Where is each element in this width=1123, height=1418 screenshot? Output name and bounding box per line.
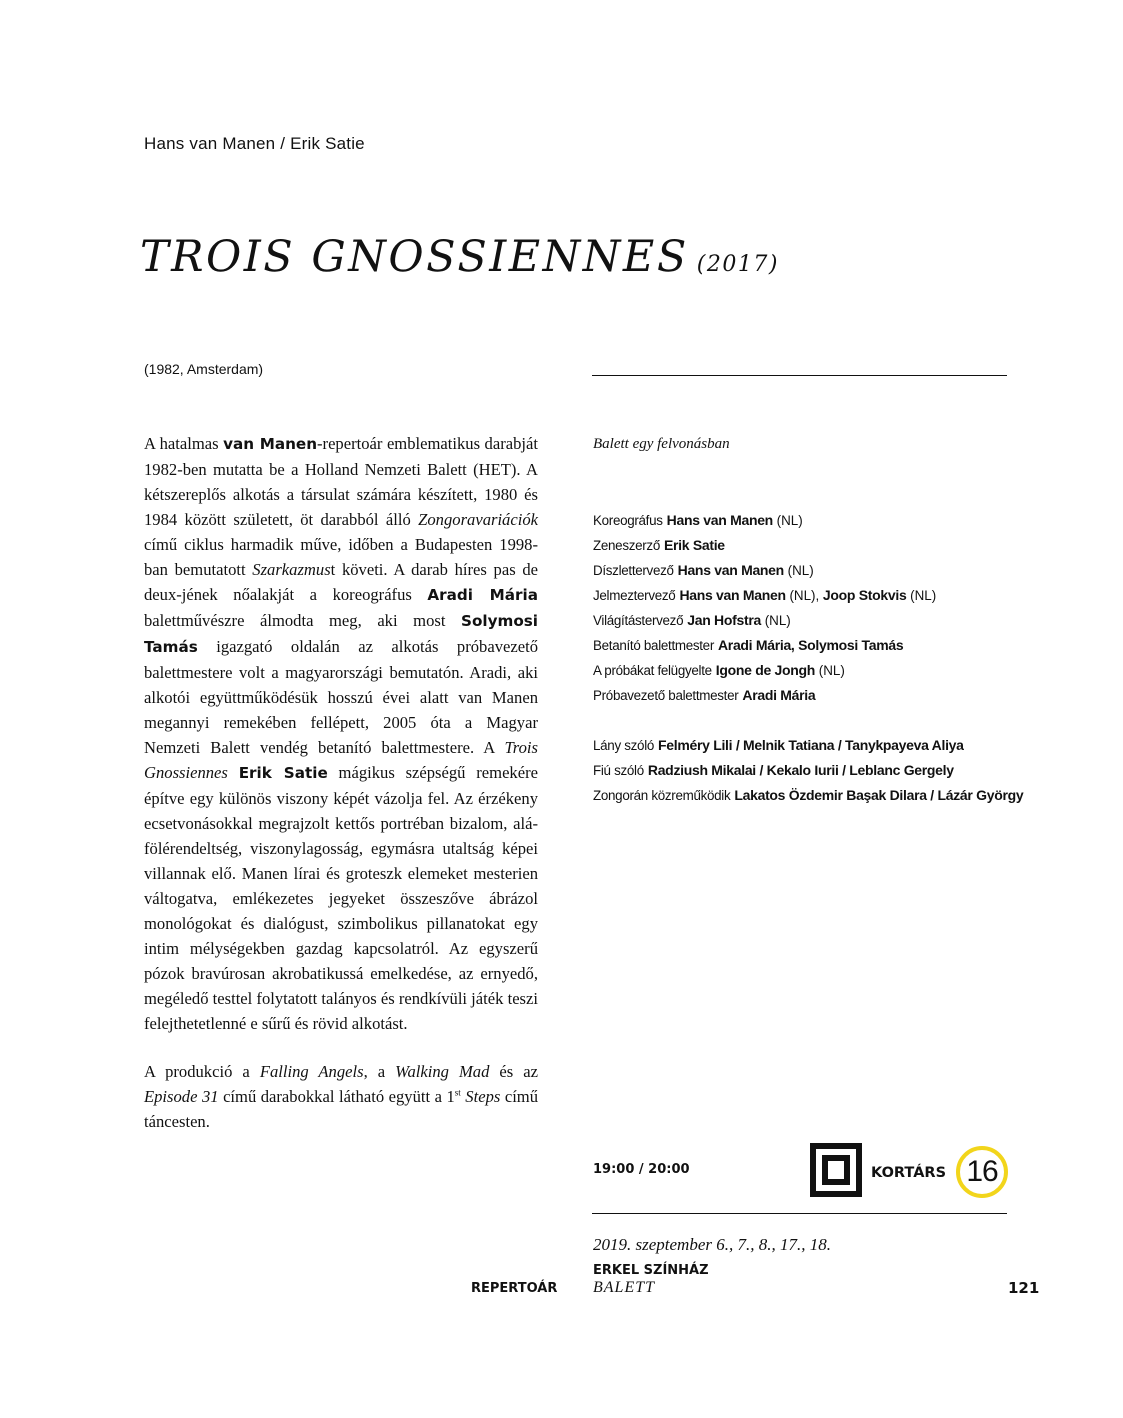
credit-name: Lakatos Özdemir Başak Dilara / Lázár György (734, 787, 1024, 803)
text-run (228, 763, 239, 782)
credit-role: Betanító balettmester (593, 638, 714, 653)
description-paragraph (144, 431, 538, 1036)
divider-top (592, 375, 1007, 376)
credit-row (593, 608, 1053, 633)
credit-note: (NL) (783, 563, 814, 578)
bold-name: Aradi Mária (427, 586, 538, 604)
credit-note: (NL) (815, 663, 845, 678)
cast-row (593, 783, 1053, 808)
age-rating-badge: 16 (956, 1146, 1008, 1198)
credit-role: Jelmeztervező (593, 588, 676, 603)
production-note-paragraph (144, 1059, 538, 1134)
text-run: című ciklus harmadik műve, időben a Budapesten 1998-ban bemutatott (144, 535, 538, 579)
footer-section: REPERTOÁR (471, 1281, 558, 1296)
italic-title: Falling Angels (259, 1062, 364, 1081)
text-run: mágikus szépségű remekére építve egy különös viszony képét vázolja fel. Az érzékeny ecsetvonásokkal megrajzolt kettős portréban bizalom, alá-fölérendeltség, viszonylagosság, egymásra utaltság képei villannak elő. Manen lírai és groteszk elemeket mesterien váltogatva, emlékezetes jegyeket összeszőve ábrázol monológokat és dialógust, szimbolikus pillanatokat egy intim mélységekben gazdag kapcsolatról. Az egyszerű pózok bravúrosan akrobatikussá emelkedése, az ernyedő, megéledő testtel folytatott talányos és rendkívüli játék teszi felejthetetlenné e sűrű és rövid alkotást. (144, 763, 538, 1033)
credit-note: (NL) (906, 588, 937, 603)
credit-role: Koreográfus (593, 513, 663, 528)
creative-team (593, 508, 1053, 708)
credit-name: Joop Stokvis (822, 587, 907, 603)
venue: ERKEL SZÍNHÁZ (593, 1263, 709, 1278)
text-run: című táncesten. (144, 1087, 539, 1131)
italic-title: Szarkazmus (252, 560, 331, 579)
credit-name: Erik Satie (663, 537, 725, 553)
performance-dates: 2019. szeptember 6., 7., 8., 17., 18. (593, 1235, 831, 1254)
credit-name: Hans van Manen (677, 562, 784, 578)
credit-role: Világítástervező (593, 613, 684, 628)
title-year: (2017) (696, 252, 779, 277)
subtitle: Balett egy felvonásban (593, 436, 730, 452)
credit-row (593, 508, 1053, 533)
text-run: A produkció a (144, 1062, 260, 1081)
credits-spacer (593, 708, 1053, 733)
credit-note: (NL) (772, 513, 803, 528)
credits-list (593, 508, 1053, 808)
category-label: KORTÁRS (871, 1165, 947, 1181)
credit-name: Jan Hofstra (687, 612, 761, 628)
page-number: 121 (1008, 1279, 1040, 1297)
description-column (144, 431, 538, 1134)
credit-name: Radziush Mikalai / Kekalo Iurii / Leblanc Gergely (647, 762, 954, 778)
credit-name: Aradi Mária (742, 687, 816, 703)
text-run: című darabokkal látható együtt a 1 (218, 1087, 455, 1106)
credit-row (593, 533, 1053, 558)
credit-role: Lány szóló (593, 738, 655, 753)
credit-role: A próbákat felügyelte (593, 663, 712, 678)
text-run: igazgató oldalán az alkotás próbavezető balettmestere volt a magyarországi bemutatón. Aradi, aki alkotói együttműködésük hosszú évei alatt van Manen megannyi remekében fellépett, 2005 óta a Magyar Nemzeti Balett vendég betanító balettmestere. A (144, 637, 538, 757)
credit-name: Aradi Mária, Solymosi Tamás (717, 637, 904, 653)
credit-row (593, 683, 1053, 708)
credit-row (593, 633, 1053, 658)
concentric-square-icon (810, 1143, 862, 1197)
superscript: st (454, 1087, 461, 1098)
text-run: , a (363, 1062, 396, 1081)
credit-row (593, 583, 1053, 608)
credit-role: Zeneszerző (593, 538, 660, 553)
credit-role: Díszlettervező (593, 563, 674, 578)
italic-title: Steps (465, 1087, 501, 1106)
title-text: TROIS GNOSSIENNES (140, 232, 689, 282)
credit-name: Felméry Lili / Melnik Tatiana / Tanykpayeva Aliya (658, 737, 964, 753)
premiere-info: (1982, Amsterdam) (144, 361, 264, 377)
credit-role: Zongorán közreműködik (593, 788, 731, 803)
italic-title: Zongoravariációk (418, 510, 538, 529)
page-title (140, 232, 779, 282)
credit-note: (NL), (785, 588, 823, 603)
text-run: és az (489, 1062, 539, 1081)
bold-name: Erik Satie (238, 764, 328, 782)
footer-category: BALETT (593, 1279, 656, 1296)
italic-title: Trois Gnossiennes (144, 738, 538, 782)
credit-name: Hans van Manen (679, 587, 786, 603)
divider-bottom (592, 1213, 1007, 1214)
credit-role: Próbavezető balettmester (593, 688, 739, 703)
cast-row (593, 758, 1053, 783)
text-run: A hatalmas (144, 434, 224, 453)
text-run: balettművészre álmodta meg, aki most (144, 611, 462, 630)
bold-name: Solymosi Tamás (144, 612, 538, 656)
text-run: t követi. A darab híres pas de deux-jének nőalakját a koreográfus (144, 560, 538, 604)
authors: Hans van Manen / Erik Satie (144, 134, 365, 153)
credit-role: Fiú szóló (593, 763, 644, 778)
credit-note: (NL) (760, 613, 791, 628)
credit-name: Igone de Jongh (715, 662, 816, 678)
italic-title: Episode 31 (144, 1087, 219, 1106)
performance-time: 19:00 / 20:00 (593, 1162, 690, 1177)
italic-title: Walking Mad (395, 1062, 490, 1081)
bold-name: van Manen (223, 435, 318, 453)
text-run: -repertoár emblematikus darabját 1982-ben mutatta be a Holland Nemzeti Balett (HET). A kétszereplős alkotás a társulat számára készített, 1980 és 1984 között született, öt darabból álló (144, 434, 538, 529)
credit-row (593, 658, 1053, 683)
cast-list (593, 733, 1053, 808)
credit-row (593, 558, 1053, 583)
cast-row (593, 733, 1053, 758)
credit-name: Hans van Manen (666, 512, 773, 528)
